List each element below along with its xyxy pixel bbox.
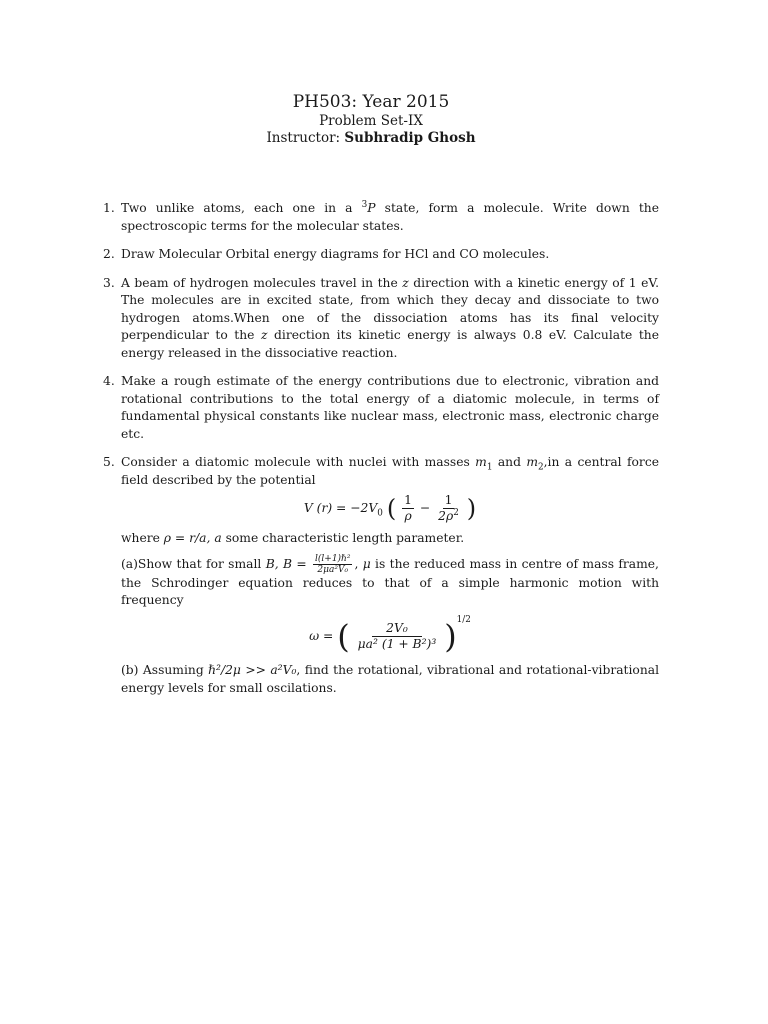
course-title: PH503: Year 2015 bbox=[292, 92, 450, 112]
problem-number: 3. bbox=[103, 275, 115, 290]
problem-text: Make a rough estimate of the energy contributions due to electronic, vibration and rotational contributions to the total energy of a diatomic molecule, in terms of fundamental physical constants like nuclear mass, electronic mass, electronic charge etc. bbox=[121, 374, 659, 441]
problem-2 bbox=[103, 246, 659, 264]
problem-text: Two unlike atoms, each one in a $^3$P state, form a molecule. Write down the spectroscopic terms for the molecular states. bbox=[121, 199, 659, 233]
problem-list bbox=[103, 200, 659, 708]
where-clause: where ρ = r/a, a some characteristic length parameter. bbox=[121, 531, 465, 545]
header bbox=[0, 92, 742, 147]
instructor-name: Subhradip Ghosh bbox=[344, 130, 476, 146]
instructor-line bbox=[0, 130, 742, 147]
fraction: $\frac{\text{l(l+1)ℏ²}}{\text{2μa²V₀}}$ bbox=[315, 553, 351, 575]
problem-number: 2. bbox=[103, 247, 115, 261]
problem-number: 4. bbox=[103, 374, 115, 388]
fraction: $\frac{1}{\rho}$ bbox=[404, 493, 412, 523]
problem-number: 1. bbox=[103, 201, 115, 215]
problem-set-subtitle: Problem Set-IX bbox=[319, 113, 423, 129]
part-a-text: (a)Show that for small B, B = $\frac{\text{l(l+1)ℏ²}}{\text{2μa²V₀}}$ , μ is the reduced mass in centre of mass frame, the Schrodinger equation reduces to that of a simple harmonic motion with frequency bbox=[121, 553, 659, 607]
problem-number: 5. bbox=[103, 455, 115, 469]
instructor-label: Instructor: bbox=[266, 130, 341, 146]
part-b-text: (b) Assuming ℏ²/2μ >> a²V₀, find the rotational, vibrational and rotational-vibrational energy levels for small oscilations. bbox=[121, 663, 659, 695]
problem-3 bbox=[103, 275, 659, 363]
problem-4 bbox=[103, 373, 659, 443]
fraction: $\frac{1}{2\rho^2}$ bbox=[438, 493, 459, 523]
problem-5 bbox=[103, 454, 659, 697]
potential-equation: V $(r) = -2V_0$ ( $\frac{1}{\rho}$ − $\frac{1}{2\rho^2}$ ) bbox=[303, 493, 477, 523]
fraction: $\frac{\text{2V₀}}{\text{μa² (1 + B²)³}}$ bbox=[357, 620, 437, 651]
frequency-equation: ω = ( $\frac{\text{2V₀}}{\text{μa² (1 + B²)³}}$ )$^{1/2}$ bbox=[309, 614, 471, 655]
problem-1 bbox=[103, 200, 659, 235]
problem-intro: Consider a diatomic molecule with nuclei with masses $m_1$ and $m_2,in$ a central force field described by the potential bbox=[121, 455, 659, 487]
problem-text: Draw Molecular Orbital energy diagrams for HCl and CO molecules. bbox=[121, 247, 550, 261]
problem-text: A beam of hydrogen molecules travel in the z direction with a kinetic energy of 1 eV. The molecules are in excited state, from which they decay and dissociate to two hydrogen atoms.When one of the dissociation atoms has its final velocity perpendicular to the z direction its kinetic energy is always 0.8 eV. Calculate the energy released in the dissociative reaction. bbox=[121, 275, 660, 360]
